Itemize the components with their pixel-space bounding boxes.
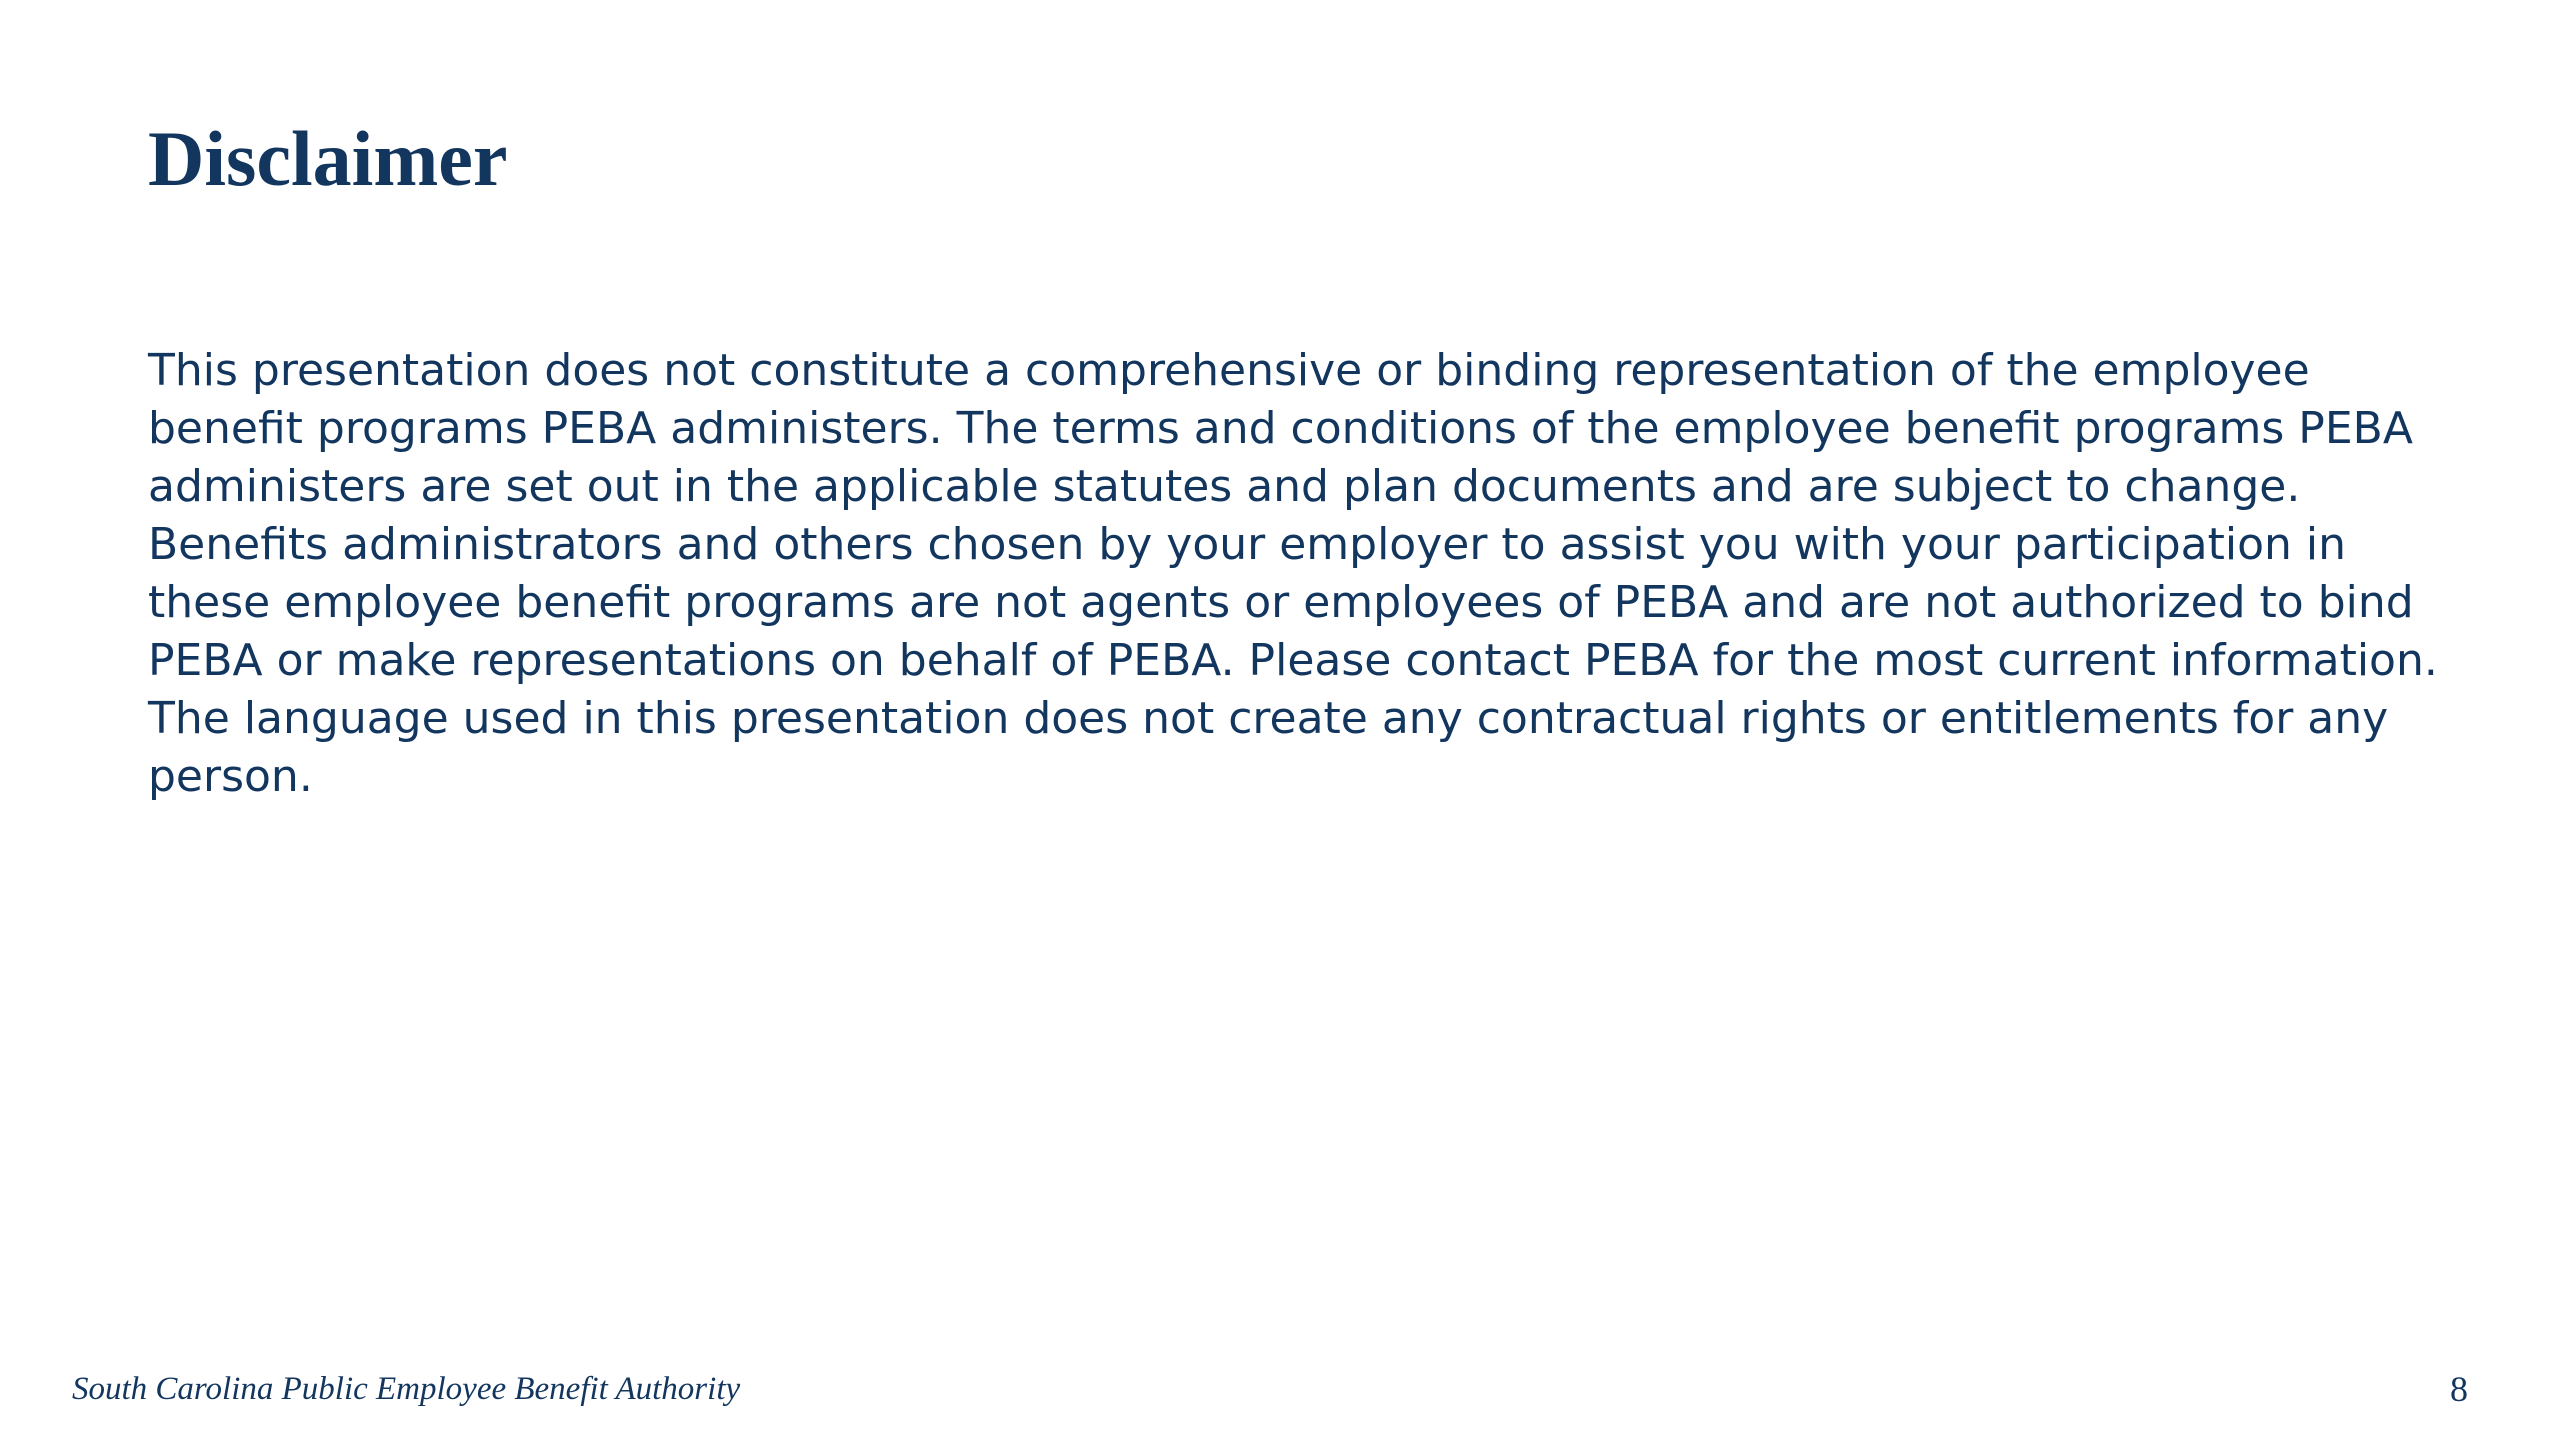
slide-title: Disclaimer — [148, 115, 508, 202]
page-number: 8 — [2450, 1369, 2468, 1409]
disclaimer-text: This presentation does not constitute a comprehensive or binding representation of the employee benefit programs PEBA administers. The terms and conditions of the employee benefit programs PEBA administers are set out in the applicable statutes and plan documents and are subject to change. Benefits administrators and others chosen by your employer to assist you with your participation in these employee benefit programs are not agents or employees of PEBA and are not authorized to bind PEBA or make representations on behalf of PEBA. Please contact PEBA for the most current information. The language used in this presentation does not create any contractual rights or entitlements for any person. — [148, 345, 2438, 802]
footer-organization: South Carolina Public Employee Benefit Authority — [72, 1371, 741, 1407]
